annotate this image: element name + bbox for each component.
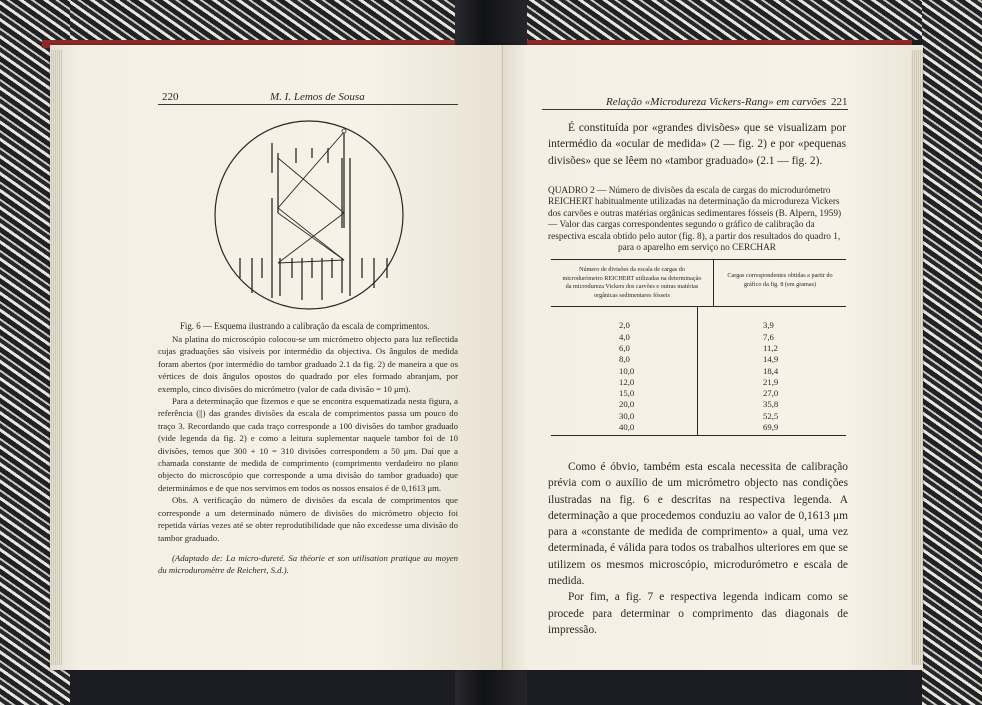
right-page-edge bbox=[911, 50, 923, 665]
table-cell: 18,4 bbox=[763, 365, 779, 376]
table-cell: 8,0 bbox=[619, 354, 630, 365]
left-page-number: 220 bbox=[162, 91, 179, 103]
quadro-2-table bbox=[551, 259, 846, 436]
left-page-edge bbox=[50, 50, 62, 665]
right-body-text bbox=[548, 459, 848, 638]
field-of-view-circle bbox=[215, 121, 403, 309]
table-cell: 6,0 bbox=[619, 342, 630, 353]
table-body bbox=[551, 307, 846, 436]
table-cell: 15,0 bbox=[619, 388, 635, 399]
right-intro bbox=[548, 120, 846, 169]
col-divisions-header: Número de divisões da escala de cargas do microdurómetro REICHERT utilizadas na determinação da microdureza Vickers dos carvões e outras matérias orgânicas sedimentares fósseis bbox=[562, 266, 702, 299]
left-paragraph-1: Na platina do microscópio colocou-se um micrómetro objecto para luz reflectida cujas graduações são visíveis por intermédio da objectiva. Os ângulos de medida foram abertos (por intermédio do tambor graduado 2.1 da fig. 2) de maneira a que os vértices de dois ângulos opostos do quadrado por eles formado abranjam, por exemplo, cinco divisões do micrómetro (valor de cada divisão = 10 μm). bbox=[158, 334, 458, 394]
col-loads-header: Cargas correspondentes obtidas a partir do gráfico da fig. 8 (em gramas) bbox=[713, 260, 846, 306]
citation-text: (Adaptado de: La micro-dureté. Sa théorie et son utilisation pratique au moyen du microduromètre de Reichert, S.d.). bbox=[158, 553, 458, 576]
table-cell: 69,9 bbox=[763, 422, 779, 433]
right-header-rule bbox=[542, 109, 848, 110]
table-cell: 21,9 bbox=[763, 376, 779, 387]
table-cell: 3,9 bbox=[763, 320, 774, 331]
left-citation bbox=[158, 552, 458, 577]
table-cell: 27,0 bbox=[763, 388, 779, 399]
divisions-column bbox=[551, 307, 697, 435]
table-cell: 35,8 bbox=[763, 399, 779, 410]
table-cell: 20,0 bbox=[619, 399, 635, 410]
table-cell: 11,2 bbox=[763, 342, 778, 353]
table-cell: 52,5 bbox=[763, 410, 779, 421]
table-cell: 10,0 bbox=[619, 365, 635, 376]
left-header-rule bbox=[158, 104, 458, 105]
table-cell: 2,0 bbox=[619, 320, 630, 331]
table-cell: 7,6 bbox=[763, 331, 774, 342]
table-cell: 40,0 bbox=[619, 422, 635, 433]
right-running-head: Relação «Microdureza Vickers-Rang» em carvões bbox=[606, 96, 827, 108]
caption-line: para o aparelho em serviço no CERCHAR bbox=[617, 243, 776, 254]
right-paragraph-2: Por fim, a fig. 7 e respectiva legenda indicam como se procede para determinar o comprimento das diagonais de impressão. bbox=[548, 591, 848, 636]
measuring-square bbox=[278, 132, 344, 263]
table-cell: 4,0 bbox=[619, 331, 630, 342]
figure-6-caption: Fig. 6 — Esquema ilustrando a calibração da escala de comprimentos. bbox=[180, 321, 430, 331]
figure-6-diagram bbox=[212, 118, 406, 312]
micrometer-scale bbox=[240, 132, 387, 300]
quadro-2-caption bbox=[548, 186, 846, 254]
caption-line: — Valor das cargas correspondentes segundo o gráfico de calibração da bbox=[548, 220, 815, 231]
left-running-head: M. I. Lemos de Sousa bbox=[270, 91, 365, 103]
right-page-number: 221 bbox=[831, 96, 848, 108]
reference-mark bbox=[342, 129, 346, 133]
loads-column bbox=[697, 307, 846, 435]
intro-paragraph: É constituída por «grandes divisões» que se visualizam por intermédio da «ocular de medida» (2 — fig. 2) e por «pequenas divisões» que se lêem no «tambor graduado» (2.1 — fig. 2). bbox=[548, 122, 846, 167]
table-header bbox=[551, 259, 846, 307]
caption-line: respectiva escala obtido pelo autor (fig. 8), a partir dos resultados do quadro 1, bbox=[548, 231, 841, 242]
table-cell: 14,9 bbox=[763, 354, 779, 365]
left-paragraph-3: Obs. A verificação do número de divisões da escala de comprimentos que corresponde a um determinado número de divisões do micrómetro objecto foi repetida várias vezes até se obter reprodutibilidade que não excedesse uma divisão do tambor graduado. bbox=[158, 495, 458, 543]
table-cell: 12,0 bbox=[619, 376, 635, 387]
right-paragraph-1: Como é óbvio, também esta escala necessita de calibração prévia com o auxílio de um micrómetro objecto nas condições ilustradas na fig. 6 e descritas na respectiva legenda. A determinação a que procedemos conduziu ao valor de 0,1613 μm para a «constante de medida de comprimento» a qual, uma vez determinada, é válida para todos os trabalhos ulteriores em que se utilizem os mesmos microscópio, microdurómetro e escala de medida. bbox=[548, 461, 848, 588]
book-cover-right bbox=[922, 0, 982, 705]
caption-line: dos carvões e outras matérias orgânicas sedimentares fósseis (B. Alpern, 1959) bbox=[548, 208, 842, 219]
caption-line: QUADRO 2 — Número de divisões da escala de cargas do microdurómetro bbox=[548, 186, 831, 196]
caption-line: REICHERT habitualmente utilizadas na determinação da microdureza Vickers bbox=[548, 197, 840, 208]
left-body-text bbox=[158, 333, 458, 544]
table-cell: 30,0 bbox=[619, 410, 635, 421]
left-paragraph-2: Para a determinação que fizemos e que se encontra esquematizada nesta figura, a referência (||) das grandes divisões da escala de comprimentos passa um pouco do traço 3. Recordando que cada traço corresponde a 100 divisões do tambor graduado (vide legenda da fig. 2) e como a leitura suplementar naquele tambor foi de 10 divisões, temos que 300 + 10 = 310 divisões correspondem a 50 μm. Daí que a chamada constante de medida de comprimento (comprimento verdadeiro no plano objecto do microscópio que corresponde a uma divisão do tambor graduado) que determinámos e de que nos servimos em todos os nossos ensaios é de 0,1613 μm. bbox=[158, 396, 458, 493]
